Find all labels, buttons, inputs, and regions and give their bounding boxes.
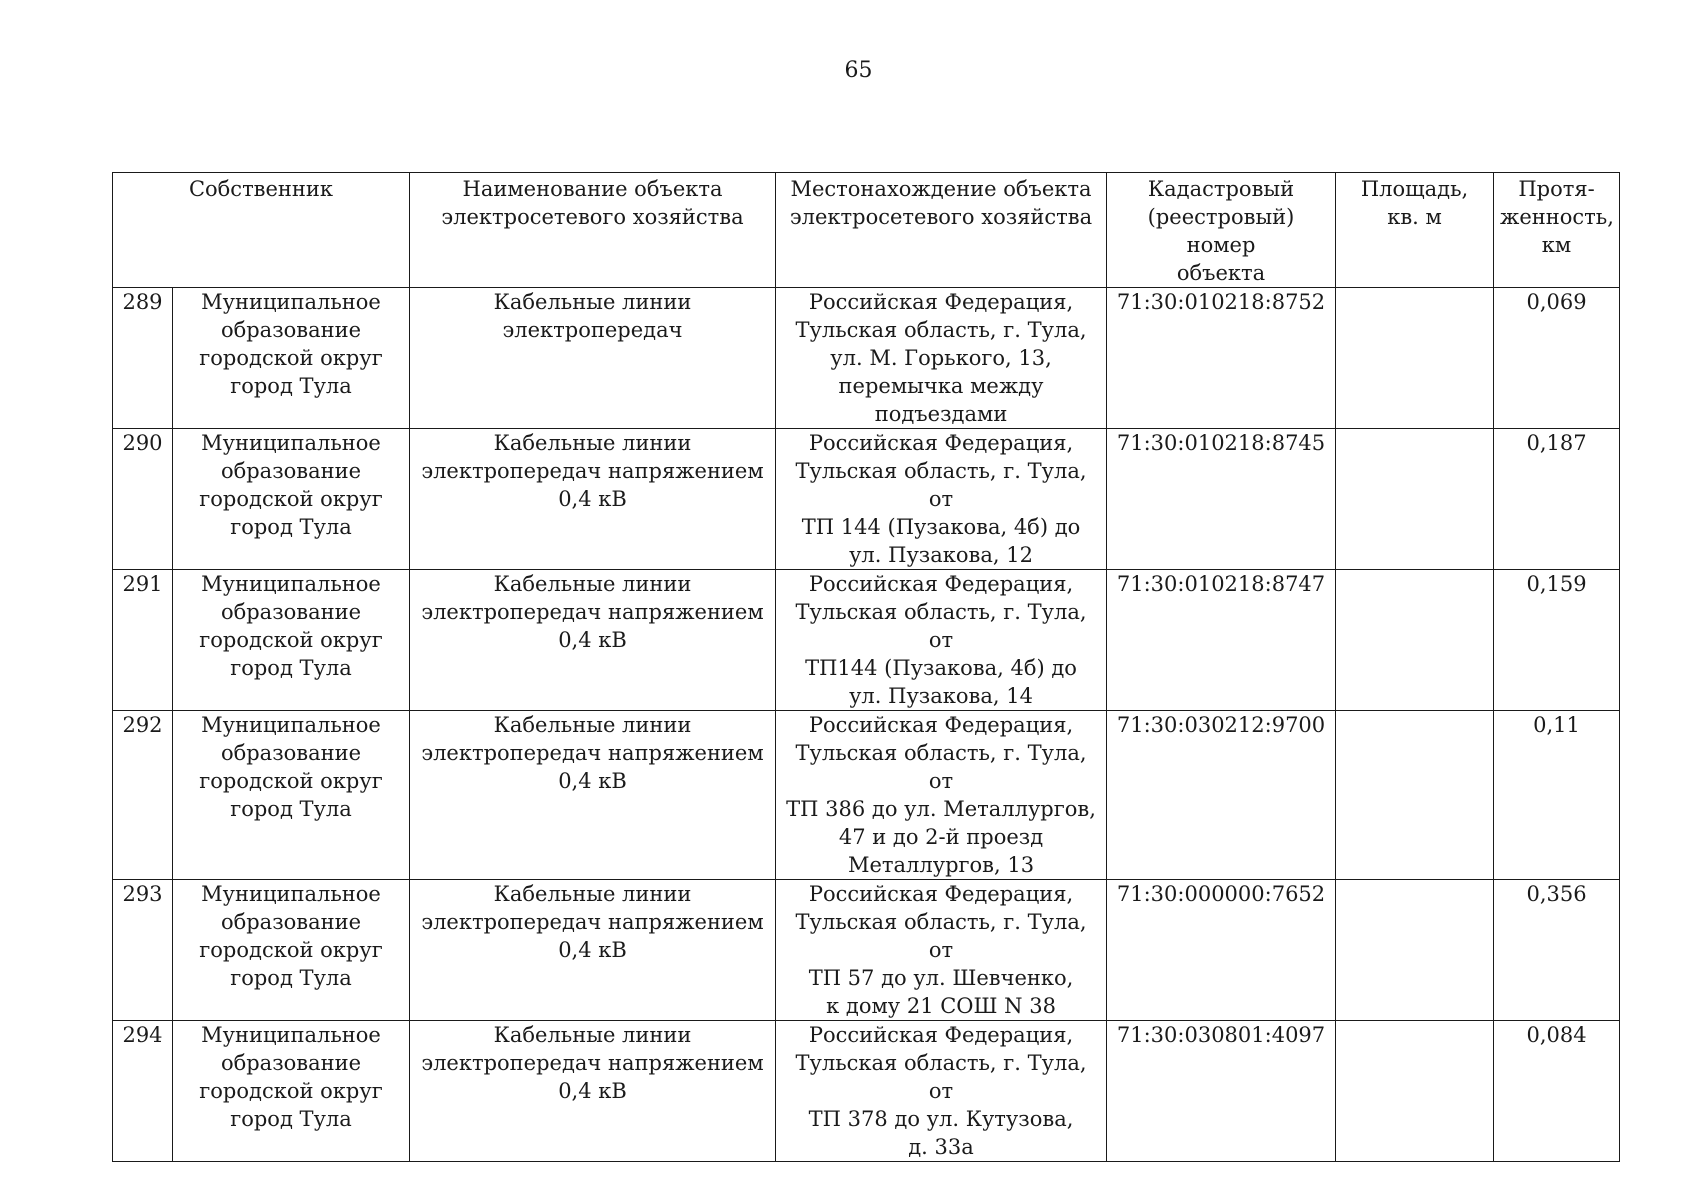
area-cell bbox=[1336, 429, 1494, 570]
owner-cell: Муниципальное образование городской округ город Тула bbox=[173, 570, 410, 711]
area-cell bbox=[1336, 570, 1494, 711]
cadastral-cell: 71:30:010218:8745 bbox=[1107, 429, 1336, 570]
header-owner: Собственник bbox=[113, 173, 410, 288]
table-row bbox=[113, 880, 1620, 1021]
header-area: Площадь, кв. м bbox=[1336, 173, 1494, 288]
table-row bbox=[113, 711, 1620, 880]
table-body bbox=[113, 288, 1620, 1162]
area-cell bbox=[1336, 1021, 1494, 1162]
cadastral-cell: 71:30:030801:4097 bbox=[1107, 1021, 1336, 1162]
cadastral-cell: 71:30:030212:9700 bbox=[1107, 711, 1336, 880]
table-row bbox=[113, 570, 1620, 711]
name-cell: Кабельные линии электропередач напряжением 0,4 кВ bbox=[410, 570, 776, 711]
owner-cell: Муниципальное образование городской округ город Тула bbox=[173, 880, 410, 1021]
area-cell bbox=[1336, 711, 1494, 880]
owner-cell: Муниципальное образование городской округ город Тула bbox=[173, 1021, 410, 1162]
table-row bbox=[113, 288, 1620, 429]
owner-cell: Муниципальное образование городской округ город Тула bbox=[173, 288, 410, 429]
page-number: 65 bbox=[844, 58, 873, 83]
row-number: 290 bbox=[113, 429, 173, 570]
header-row bbox=[113, 173, 1620, 288]
length-cell: 0,069 bbox=[1494, 288, 1620, 429]
row-number: 292 bbox=[113, 711, 173, 880]
name-cell: Кабельные линии электропередач напряжением 0,4 кВ bbox=[410, 880, 776, 1021]
location-cell: Российская Федерация, Тульская область, г. Тула, от ТП 386 до ул. Металлургов, 47 и до 2-й проезд Металлургов, 13 bbox=[776, 711, 1107, 880]
cadastral-cell: 71:30:000000:7652 bbox=[1107, 880, 1336, 1021]
row-number: 293 bbox=[113, 880, 173, 1021]
table-row bbox=[113, 1021, 1620, 1162]
header-name: Наименование объекта электросетевого хозяйства bbox=[410, 173, 776, 288]
owner-cell: Муниципальное образование городской округ город Тула bbox=[173, 711, 410, 880]
name-cell: Кабельные линии электропередач напряжением 0,4 кВ bbox=[410, 711, 776, 880]
area-cell bbox=[1336, 288, 1494, 429]
header-length: Протя- женность, км bbox=[1494, 173, 1620, 288]
row-number: 294 bbox=[113, 1021, 173, 1162]
length-cell: 0,356 bbox=[1494, 880, 1620, 1021]
header-location: Местонахождение объекта электросетевого хозяйства bbox=[776, 173, 1107, 288]
header-cadastral: Кадастровый (реестровый) номер объекта bbox=[1107, 173, 1336, 288]
length-cell: 0,11 bbox=[1494, 711, 1620, 880]
length-cell: 0,159 bbox=[1494, 570, 1620, 711]
row-number: 289 bbox=[113, 288, 173, 429]
owner-cell: Муниципальное образование городской округ город Тула bbox=[173, 429, 410, 570]
location-cell: Российская Федерация, Тульская область, г. Тула, от ТП 144 (Пузакова, 4б) до ул. Пузакова, 12 bbox=[776, 429, 1107, 570]
location-cell: Российская Федерация, Тульская область, г. Тула, от ТП 378 до ул. Кутузова, д. 33а bbox=[776, 1021, 1107, 1162]
table-row bbox=[113, 429, 1620, 570]
cadastral-cell: 71:30:010218:8752 bbox=[1107, 288, 1336, 429]
name-cell: Кабельные линии электропередач напряжением 0,4 кВ bbox=[410, 429, 776, 570]
length-cell: 0,187 bbox=[1494, 429, 1620, 570]
location-cell: Российская Федерация, Тульская область, г. Тула, ул. М. Горького, 13, перемычка между подъездами bbox=[776, 288, 1107, 429]
name-cell: Кабельные линии электропередач bbox=[410, 288, 776, 429]
name-cell: Кабельные линии электропередач напряжением 0,4 кВ bbox=[410, 1021, 776, 1162]
length-cell: 0,084 bbox=[1494, 1021, 1620, 1162]
location-cell: Российская Федерация, Тульская область, г. Тула, от ТП 57 до ул. Шевченко, к дому 21 СОШ N 38 bbox=[776, 880, 1107, 1021]
table-header bbox=[113, 173, 1620, 288]
location-cell: Российская Федерация, Тульская область, г. Тула, от ТП144 (Пузакова, 4б) до ул. Пузакова, 14 bbox=[776, 570, 1107, 711]
cadastral-cell: 71:30:010218:8747 bbox=[1107, 570, 1336, 711]
registry-table bbox=[112, 172, 1620, 1162]
row-number: 291 bbox=[113, 570, 173, 711]
area-cell bbox=[1336, 880, 1494, 1021]
